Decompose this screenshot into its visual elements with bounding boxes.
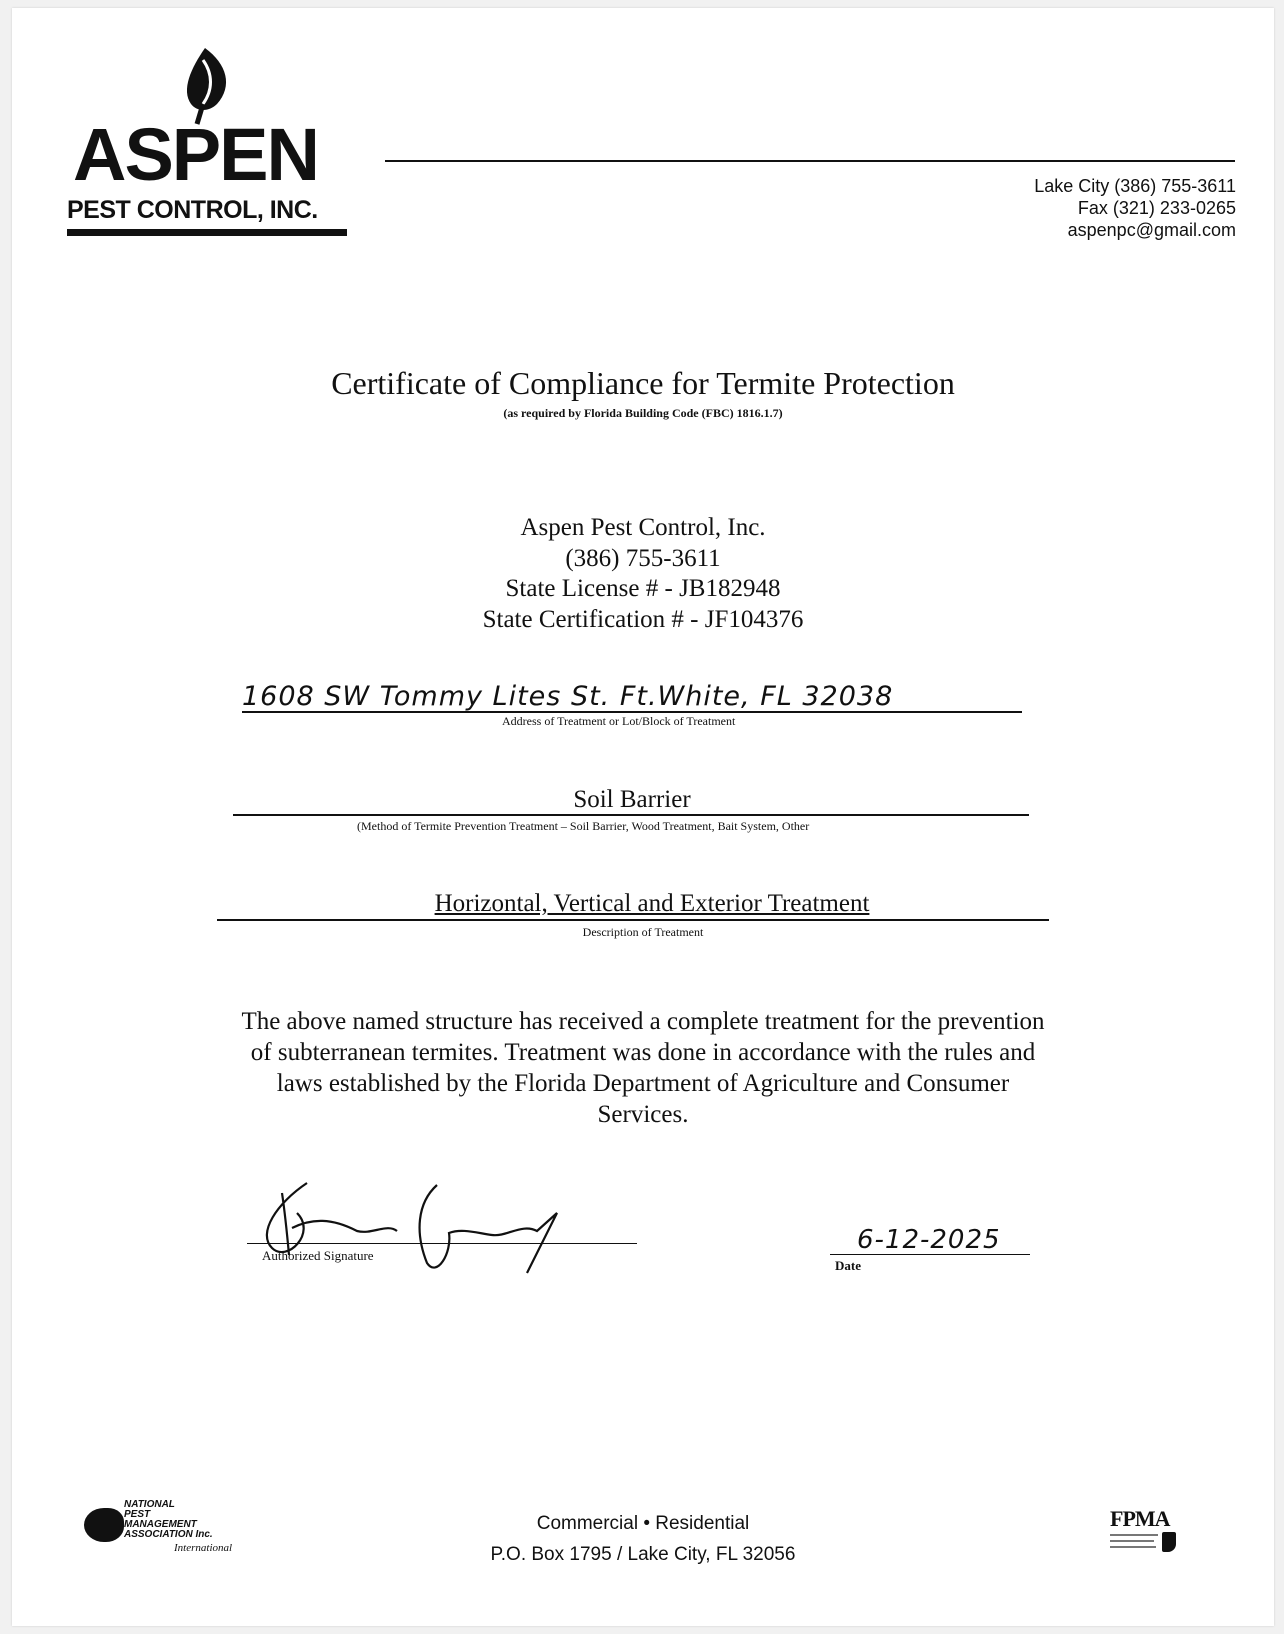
date-value: 6-12-2025: [857, 1225, 1001, 1255]
method-caption: (Method of Termite Prevention Treatment – Soil Barrier, Wood Treatment, Bait System, Other: [357, 819, 810, 833]
contact-block: [836, 175, 1236, 241]
logo-wordmark: ASPEN: [73, 113, 318, 196]
address-value: 1608 SW Tommy Lites St. Ft.White, FL 32038: [242, 681, 894, 712]
contact-phone: Lake City (386) 755-3611: [1034, 176, 1236, 196]
company-name: Aspen Pest Control, Inc.: [520, 514, 766, 541]
fpma-florida-icon: [1162, 1532, 1176, 1552]
npma-line5: International: [174, 1542, 233, 1554]
compliance-statement: The above named structure has received a complete treatment for the prevention of subterranean termites. Treatment was done in accordance with the rules and laws established by the Florida Department of Agriculture and Consumer Services.: [241, 1008, 1045, 1128]
npma-line2: PEST: [124, 1509, 151, 1520]
logo-underline: [67, 229, 347, 236]
company-license: State License # - JB182948: [505, 575, 781, 602]
npma-line4: ASSOCIATION Inc.: [124, 1529, 213, 1540]
certificate-page: [12, 8, 1274, 1626]
address-rule: [242, 711, 1022, 713]
contact-fax: Fax (321) 233-0265: [1077, 198, 1236, 218]
footer-center: [12, 1508, 1274, 1570]
method-value: Soil Barrier: [573, 786, 691, 813]
footer-address: P.O. Box 1795 / Lake City, FL 32056: [490, 1544, 796, 1565]
certificate-title: Certificate of Compliance for Termite Protection: [331, 365, 955, 401]
date-rule: [830, 1254, 1030, 1255]
contact-email: aspenpc@gmail.com: [1067, 220, 1236, 240]
description-rule: [217, 919, 1049, 921]
description-value: Horizontal, Vertical and Exterior Treatment: [434, 890, 870, 917]
description-caption: Description of Treatment: [582, 925, 704, 939]
company-block: [12, 513, 1274, 635]
aspen-logo: [67, 46, 357, 246]
method-rule: [233, 814, 1029, 816]
company-phone: (386) 755-3611: [565, 544, 721, 572]
fpma-wordmark: FPMA: [1110, 1506, 1170, 1531]
date-label: Date: [835, 1258, 861, 1273]
footer-services: Commercial • Residential: [536, 1513, 750, 1534]
logo-subtitle: PEST CONTROL, INC.: [67, 196, 318, 224]
certificate-subtitle: (as required by Florida Building Code (FBC) 1816.1.7): [503, 406, 783, 420]
signature-label: Authorized Signature: [262, 1248, 374, 1263]
npma-line3: MANAGEMENT: [124, 1519, 197, 1530]
signature-rule: [247, 1243, 637, 1244]
npma-line1: NATIONAL: [124, 1499, 175, 1510]
header-rule: [385, 160, 1235, 162]
fpma-logo: [1110, 1506, 1190, 1566]
address-caption: Address of Treatment or Lot/Block of Treatment: [502, 714, 736, 728]
company-certification: State Certification # - JF104376: [482, 605, 804, 633]
